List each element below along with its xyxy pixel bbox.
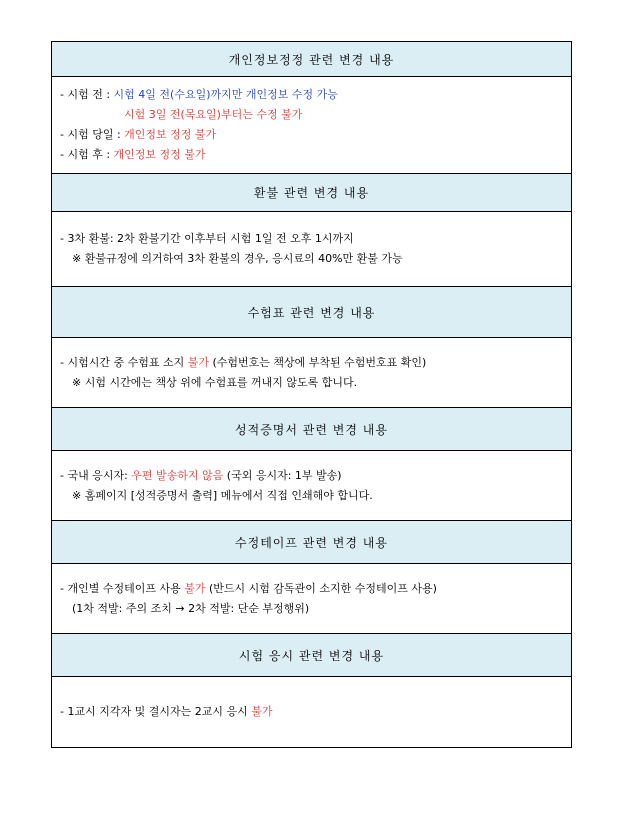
line-text: - 시험 후 : <box>60 148 114 161</box>
section-line <box>60 249 571 269</box>
section-line <box>60 486 571 506</box>
highlight-blue-text: 시험 4일 전(수요일)까지만 개인정보 수정 가능 <box>113 88 338 101</box>
highlight-red-text: 개인정보 정정 불가 <box>124 128 217 141</box>
line-text: - 3차 환불: 2차 환불기간 이후부터 시험 1일 전 오후 1시까지 <box>60 232 354 245</box>
highlight-red-text: 우편 발송하지 않음 <box>131 468 224 482</box>
section-line <box>60 466 571 486</box>
line-text: - 국내 응시자: <box>60 468 132 482</box>
section-header: 환불 관련 변경 내용 <box>52 174 571 212</box>
highlight-red-text: 개인정보 정정 불가 <box>113 148 206 161</box>
line-text: ※ 환불규정에 의거하여 3차 환불의 경우, 응시료의 40%만 환불 가능 <box>72 252 403 265</box>
section-header: 개인정보정정 관련 변경 내용 <box>52 42 571 77</box>
section-header: 수험표 관련 변경 내용 <box>52 287 571 338</box>
section-line <box>60 229 571 249</box>
section-body <box>52 338 571 408</box>
section-line <box>60 373 571 393</box>
highlight-red-text: 시험 3일 전(목요일)부터는 수정 불가 <box>124 108 303 121</box>
section-line <box>60 85 571 105</box>
highlight-red-text: 불가 <box>187 355 209 369</box>
section-line <box>60 105 571 125</box>
line-text: ※ 시험 시간에는 책상 위에 수험표를 꺼내지 않도록 합니다. <box>72 375 358 389</box>
section-line <box>60 599 571 619</box>
section-line <box>60 353 571 373</box>
notice-table <box>51 41 572 748</box>
line-text: - 1교시 지각자 및 결시자는 2교시 응시 <box>60 705 252 718</box>
line-text: - 시험시간 중 수험표 소지 <box>60 355 188 369</box>
line-text: (국외 응시자: 1부 발송) <box>223 468 342 482</box>
section-header: 수정테이프 관련 변경 내용 <box>52 521 571 564</box>
section-line <box>60 579 571 599</box>
line-text: - 시험 당일 : <box>60 128 125 141</box>
section-header: 성적증명서 관련 변경 내용 <box>52 408 571 451</box>
section-body <box>52 677 571 747</box>
section-body <box>52 77 571 174</box>
line-text: - 시험 전 : <box>60 88 114 101</box>
section-header: 시험 응시 관련 변경 내용 <box>52 634 571 677</box>
line-text: (수험번호는 책상에 부착된 수험번호표 확인) <box>208 355 427 369</box>
line-text: (반드시 시험 감독관이 소지한 수정테이프 사용) <box>205 581 437 595</box>
section-body <box>52 212 571 287</box>
section-body <box>52 451 571 521</box>
highlight-red-text: 불가 <box>184 581 206 595</box>
line-text: (1차 적발: 주의 조치 → 2차 적발: 단순 부정행위) <box>72 601 310 615</box>
section-line <box>60 702 571 722</box>
section-line <box>60 145 571 165</box>
line-text: - 개인별 수정테이프 사용 <box>60 581 185 595</box>
section-body <box>52 564 571 634</box>
section-line <box>60 125 571 145</box>
highlight-red-text: 불가 <box>251 705 273 718</box>
line-text: ※ 홈페이지 [성적증명서 출력] 메뉴에서 직접 인쇄해야 합니다. <box>72 488 373 502</box>
